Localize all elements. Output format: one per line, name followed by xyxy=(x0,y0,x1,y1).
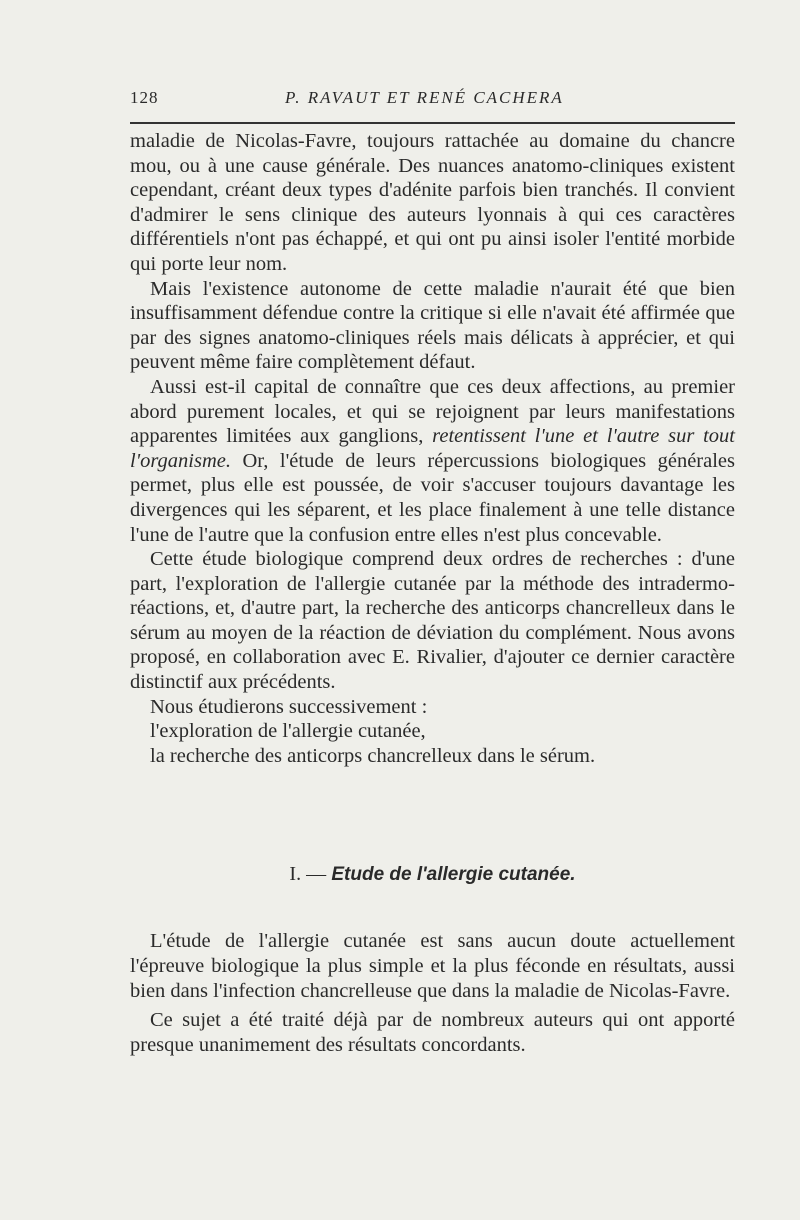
body-text-section-1 xyxy=(130,929,735,1058)
paragraph-3 xyxy=(130,375,735,547)
list-item-1: l'exploration de l'allergie cutanée, xyxy=(150,720,426,743)
list-item-2: la recherche des anticorps chancrelleux dans le sérum. xyxy=(150,744,596,767)
paragraph-3-start: Aussi est-il capital de connaître que ces deux affections, au premier abord purement locales, et qui se rejoignent par leurs manifestations apparentes limitées aux ganglions, xyxy=(130,375,735,448)
page-number: 128 xyxy=(130,88,159,107)
header-rule xyxy=(130,122,735,124)
running-title: P. RAVAUT ET RENÉ CACHERA xyxy=(285,88,564,107)
running-head xyxy=(130,88,735,112)
section-paragraph-1: L'étude de l'allergie cutanée est sans aucun doute actuellement l'épreuve biologique la plus simple et la plus féconde en résultats, aussi bien dans l'infection chancrelleuse que dans la maladie de Nicolas-Favre. xyxy=(130,930,735,1002)
paragraph-3-emphasis: retentissent l'une et l'autre sur tout l'organisme. xyxy=(130,425,735,472)
section-title: Etude de l'allergie cutanée. xyxy=(331,864,576,885)
paragraph-1: maladie de Nicolas-Favre, toujours rattachée au domaine du chancre mou, ou à une cause générale. Des nuances anatomo-cliniques existent cependant, créant deux types d'adénite parfois bien tranchés. Il convient d'admirer le sens clinique des auteurs lyonnais à qui ces caractères différentiels n'ont pas échappé, et qui ont pu ainsi isoler l'entité morbide qui porte leur nom. xyxy=(130,130,735,275)
paragraph-5: Nous étudierons successivement : xyxy=(150,695,428,718)
paragraph-2: Mais l'existence autonome de cette maladie n'aurait été que bien insuffisamment défendue contre la critique si elle n'avait été affirmée que par des signes anatomo-cliniques réels mais délicats à apprécier, et qui peuvent même faire complètement défaut. xyxy=(130,277,735,374)
body-text xyxy=(130,129,735,768)
section-heading xyxy=(130,863,735,886)
paragraph-3-end: Or, l'étude de leurs répercussions biologiques générales permet, plus elle est poussée, de voir s'accuser toujours davantage les divergences qui les séparent, et les place finalement à une telle distance l'une de l'autre que la confusion entre elles n'est plus concevable. xyxy=(130,449,735,546)
section-paragraph-2: Ce sujet a été traité déjà par de nombreux auteurs qui ont apporté presque unanimement des résultats concordants. xyxy=(130,1009,735,1056)
paragraph-4: Cette étude biologique comprend deux ordres de recherches : d'une part, l'exploration de l'allergie cutanée par la méthode des intradermo-réactions, et, d'autre part, la recherche des anticorps chancrelleux dans le sérum au moyen de la réaction de déviation du complément. Nous avons proposé, en collaboration avec E. Rivalier, d'ajouter ce dernier caractère distinctif aux précédents. xyxy=(130,548,735,694)
section-number: I. — xyxy=(289,863,327,885)
